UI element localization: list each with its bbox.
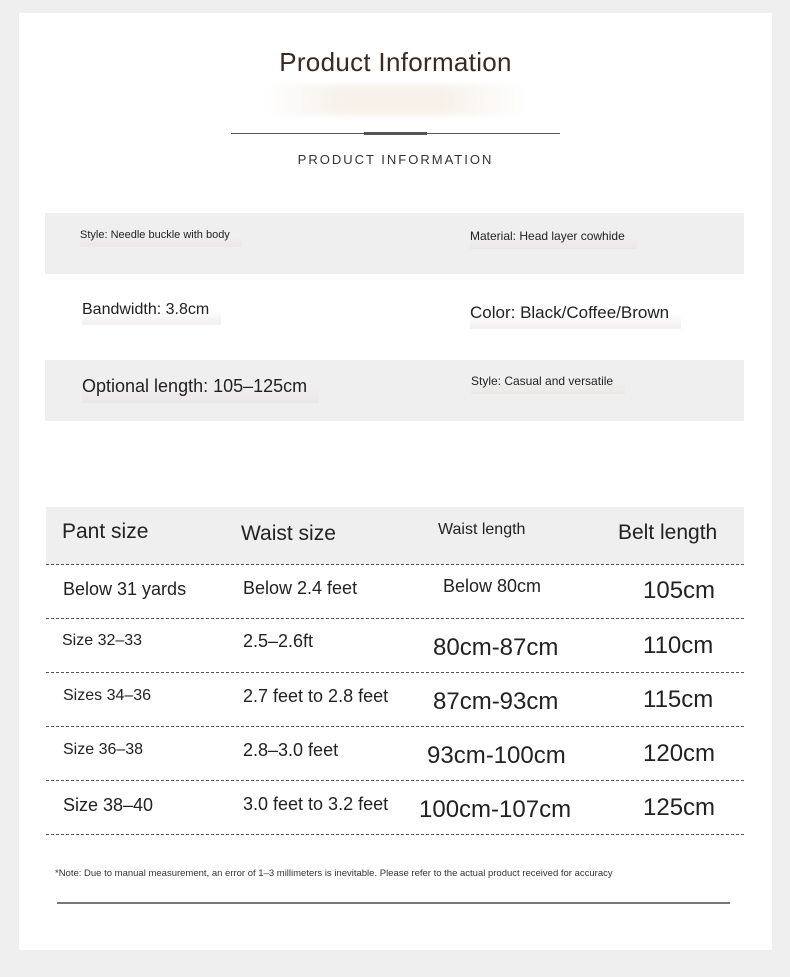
title-divider-accent [364, 132, 427, 135]
cell-pant-size: Below 31 yards [63, 579, 187, 599]
table-row [46, 619, 744, 673]
page-title: Product Information [279, 47, 512, 77]
info-color: Color: Black/Coffee/Brown [470, 303, 681, 329]
info-bandwidth: Bandwidth: 3.8cm [82, 301, 221, 325]
table-row [46, 781, 744, 835]
cell-belt-length: 115cm [643, 686, 714, 713]
cell-pant-size: Size 38–40 [63, 795, 154, 815]
header-belt-length: Belt length [618, 521, 718, 544]
header-waist-length: Waist length [438, 521, 526, 538]
table-row [46, 727, 744, 781]
cell-pant-size: Size 36–38 [63, 741, 144, 758]
cell-pant-size: Sizes 34–36 [63, 687, 152, 704]
cell-waist-size: 2.8–3.0 feet [243, 740, 339, 760]
cell-waist-length: 80cm-87cm [433, 634, 559, 661]
cell-waist-length: 100cm-107cm [419, 796, 572, 823]
product-info-card [19, 13, 772, 950]
info-row [45, 274, 744, 335]
info-row [45, 360, 744, 421]
info-material: Material: Head layer cowhide [470, 229, 637, 249]
cell-waist-size: 3.0 feet to 3.2 feet [243, 794, 389, 814]
table-row [46, 673, 744, 727]
size-table [46, 507, 744, 835]
info-style-casual: Style: Casual and versatile [471, 374, 625, 394]
cell-belt-length: 120cm [643, 740, 716, 767]
cell-waist-length: Below 80cm [443, 576, 542, 596]
cell-waist-size: 2.5–2.6ft [243, 631, 314, 651]
title-reflection [264, 85, 524, 115]
cell-pant-size: Size 32–33 [62, 632, 143, 649]
cell-waist-length: 93cm-100cm [427, 742, 566, 769]
info-row [45, 213, 744, 274]
header-waist-size: Waist size [241, 522, 336, 545]
table-header [46, 507, 744, 565]
table-row [46, 565, 744, 619]
cell-waist-size: 2.7 feet to 2.8 feet [243, 686, 389, 706]
info-length: Optional length: 105–125cm [82, 376, 319, 403]
footer-divider [57, 902, 730, 904]
cell-belt-length: 105cm [643, 577, 716, 604]
cell-belt-length: 125cm [643, 794, 716, 821]
page-subtitle: PRODUCT INFORMATION [297, 152, 494, 167]
measurement-note: *Note: Due to manual measurement, an error of 1–3 millimeters is inevitable. Please refer to the actual product received for accuracy [55, 868, 613, 879]
cell-waist-size: Below 2.4 feet [243, 578, 358, 598]
info-style: Style: Needle buckle with body [80, 229, 242, 247]
cell-waist-length: 87cm-93cm [433, 688, 559, 715]
cell-belt-length: 110cm [643, 632, 714, 659]
header-pant-size: Pant size [62, 520, 149, 543]
